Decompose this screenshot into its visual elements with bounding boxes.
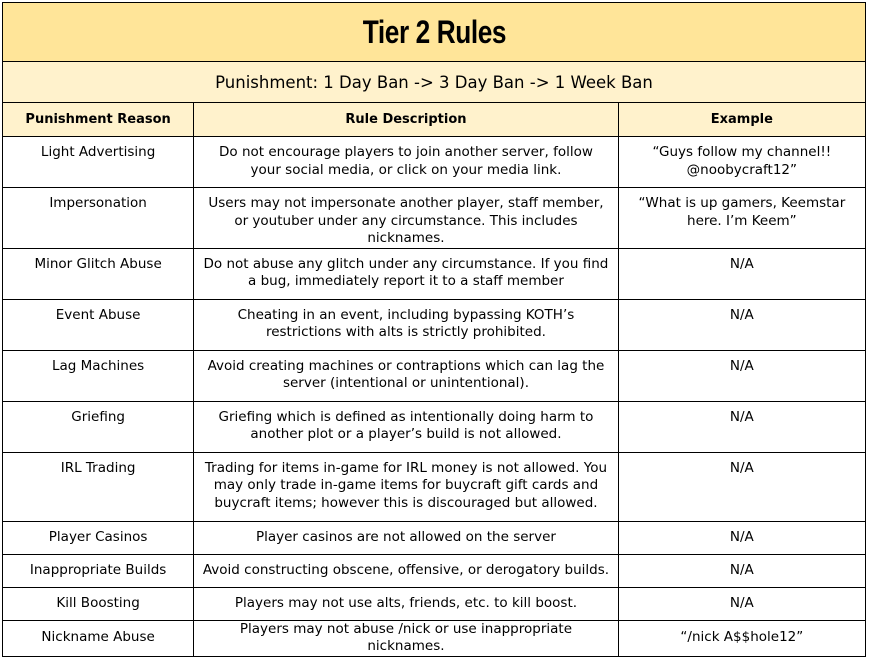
reason-cell: IRL Trading xyxy=(3,452,194,521)
example-cell: N/A xyxy=(618,401,865,452)
reason-cell: Light Advertising xyxy=(3,137,194,188)
description-cell: Players may not use alts, friends, etc. to kill boost. xyxy=(194,587,618,620)
column-header-example: Example xyxy=(618,103,865,137)
table-row xyxy=(3,350,866,401)
column-header-reason: Punishment Reason xyxy=(3,103,194,137)
table-row xyxy=(3,401,866,452)
example-cell: N/A xyxy=(618,587,865,620)
table-row xyxy=(3,137,866,188)
example-cell: “What is up gamers, Keemstar here. I’m Keem” xyxy=(618,188,865,249)
description-cell: Avoid creating machines or contraptions which can lag the server (intentional or unintentional). xyxy=(194,350,618,401)
table-row xyxy=(3,587,866,620)
page-title: Tier 2 Rules xyxy=(362,13,506,50)
description-cell: Players may not abuse /nick or use inappropriate nicknames. xyxy=(194,620,618,656)
table-row xyxy=(3,452,866,521)
column-header-description: Rule Description xyxy=(194,103,618,137)
table-row xyxy=(3,188,866,249)
rules-table xyxy=(2,2,866,657)
reason-cell: Kill Boosting xyxy=(3,587,194,620)
example-cell: N/A xyxy=(618,248,865,299)
description-cell: Do not encourage players to join another server, follow your social media, or click on your media link. xyxy=(194,137,618,188)
example-cell: N/A xyxy=(618,350,865,401)
reason-cell: Player Casinos xyxy=(3,521,194,554)
title-row xyxy=(3,3,866,62)
reason-cell: Minor Glitch Abuse xyxy=(3,248,194,299)
table-row xyxy=(3,521,866,554)
example-cell: N/A xyxy=(618,452,865,521)
table-row xyxy=(3,620,866,656)
title-cell xyxy=(3,3,866,62)
table-row xyxy=(3,248,866,299)
table-row xyxy=(3,554,866,587)
reason-cell: Inappropriate Builds xyxy=(3,554,194,587)
punishment-subtitle: Punishment: 1 Day Ban -> 3 Day Ban -> 1 Week Ban xyxy=(3,62,866,103)
reason-cell: Griefing xyxy=(3,401,194,452)
reason-cell: Event Abuse xyxy=(3,299,194,350)
description-cell: Do not abuse any glitch under any circumstance. If you find a bug, immediately report it to a staff member xyxy=(194,248,618,299)
example-cell: “/nick A$$hole12” xyxy=(618,620,865,656)
reason-cell: Impersonation xyxy=(3,188,194,249)
header-row xyxy=(3,103,866,137)
example-cell: “Guys follow my channel!! @noobycraft12” xyxy=(618,137,865,188)
description-cell: Avoid constructing obscene, offensive, or derogatory builds. xyxy=(194,554,618,587)
description-cell: Users may not impersonate another player, staff member, or youtuber under any circumstance. This includes nicknames. xyxy=(194,188,618,249)
reason-cell: Lag Machines xyxy=(3,350,194,401)
reason-cell: Nickname Abuse xyxy=(3,620,194,656)
table-row xyxy=(3,299,866,350)
example-cell: N/A xyxy=(618,554,865,587)
example-cell: N/A xyxy=(618,299,865,350)
subtitle-row xyxy=(3,62,866,103)
example-cell: N/A xyxy=(618,521,865,554)
description-cell: Player casinos are not allowed on the server xyxy=(194,521,618,554)
description-cell: Griefing which is defined as intentionally doing harm to another plot or a player’s build is not allowed. xyxy=(194,401,618,452)
description-cell: Cheating in an event, including bypassing KOTH’s restrictions with alts is strictly prohibited. xyxy=(194,299,618,350)
description-cell: Trading for items in-game for IRL money is not allowed. You may only trade in-game items for buycraft gift cards and buycraft items; however this is discouraged but allowed. xyxy=(194,452,618,521)
